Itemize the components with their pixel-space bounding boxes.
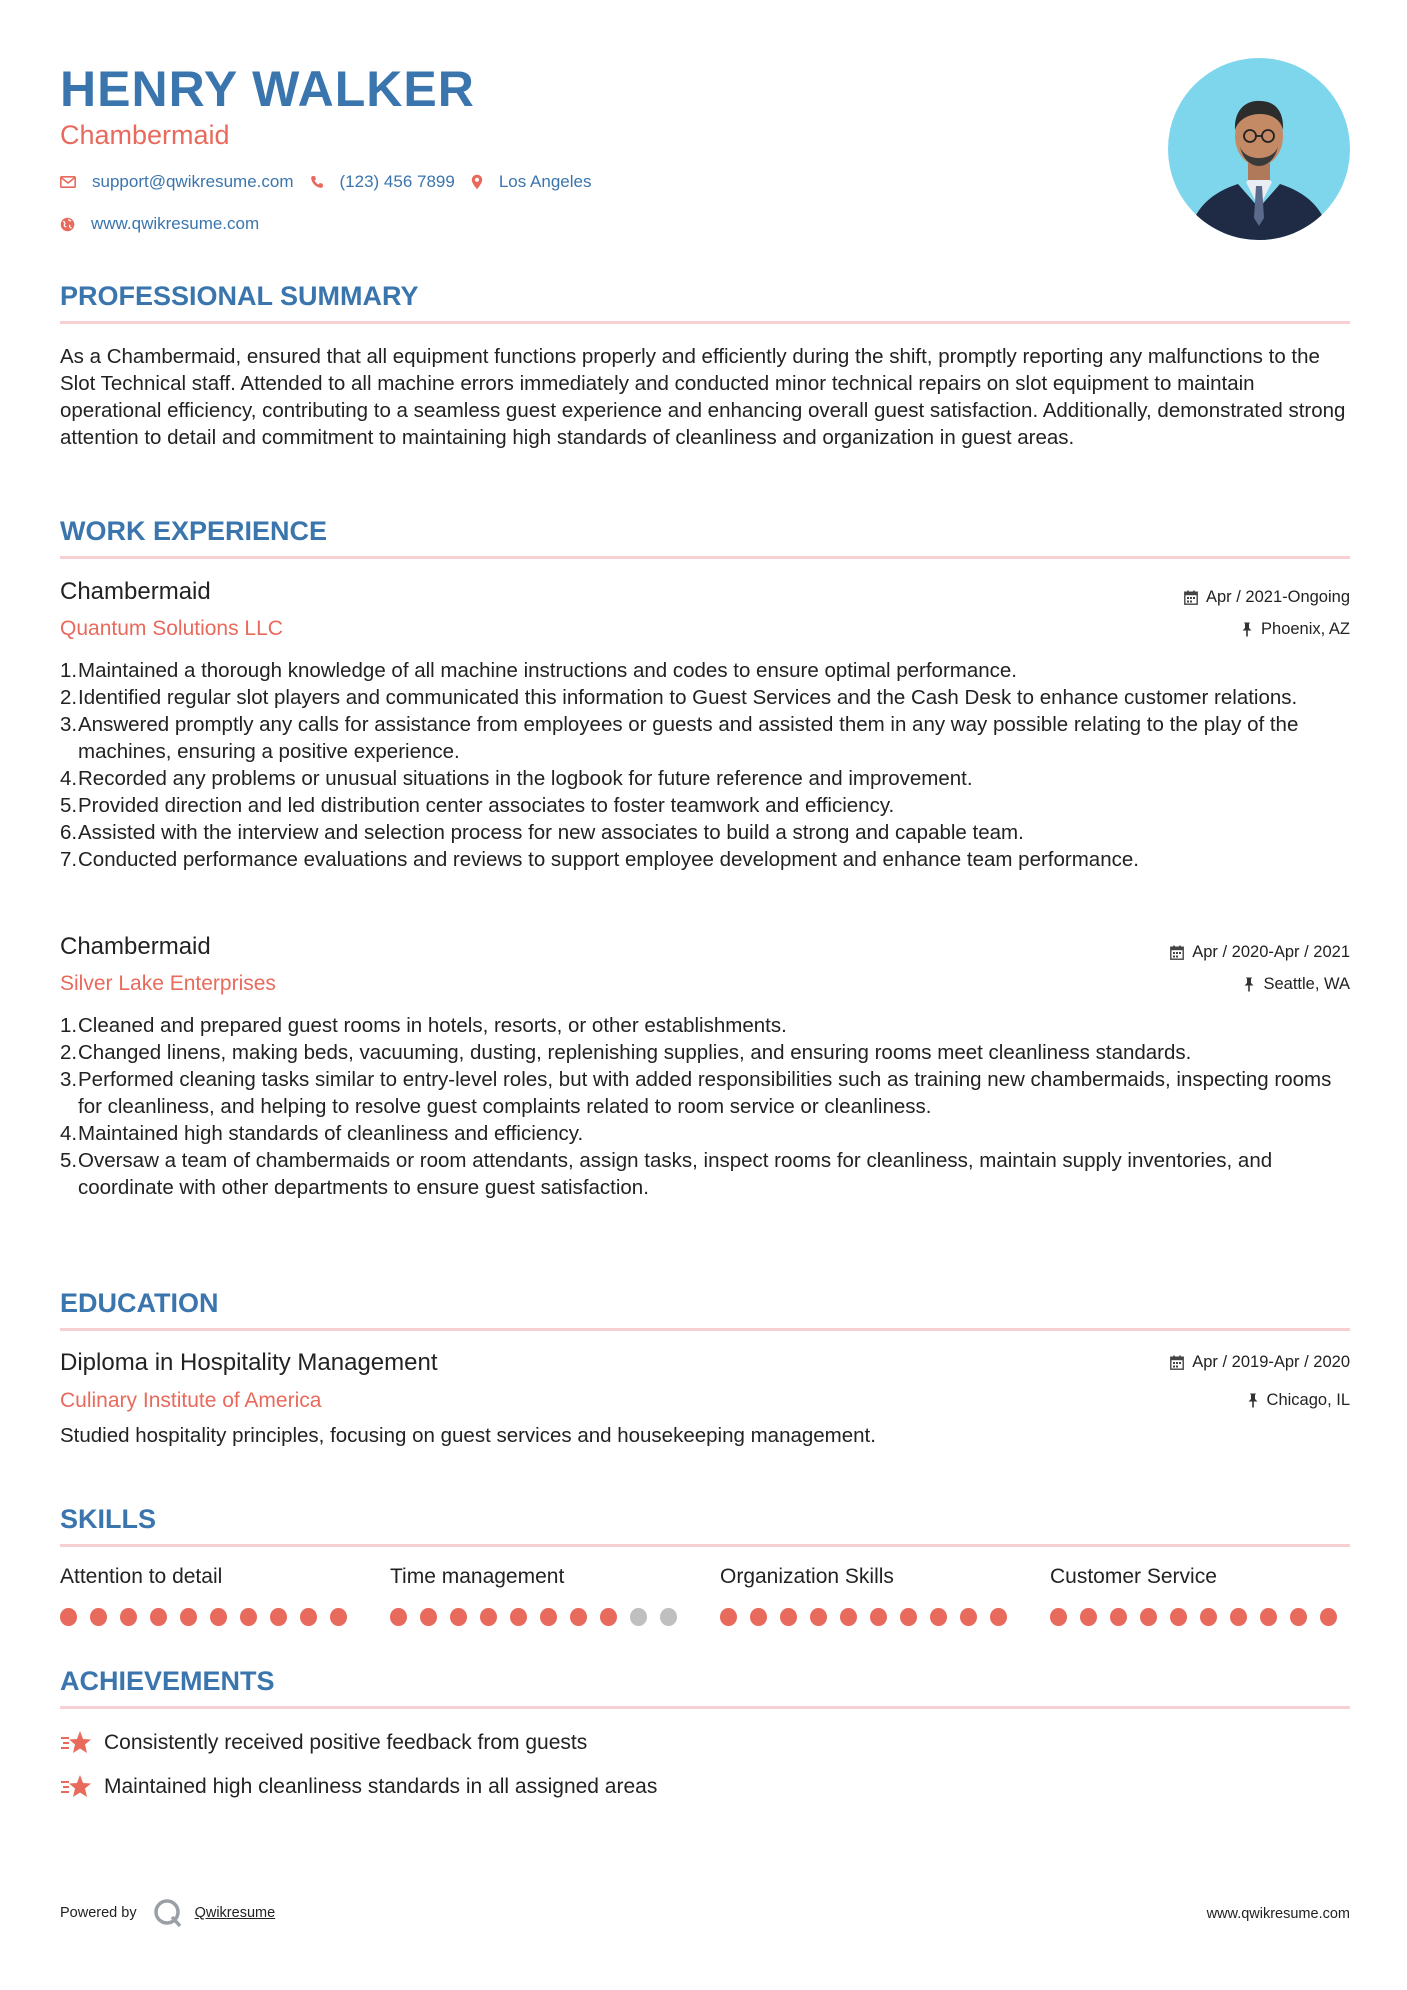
- globe-icon: [60, 217, 75, 232]
- phone-text: (123) 456 7899: [339, 172, 455, 191]
- contact-row: [60, 172, 607, 192]
- section-divider: [60, 1328, 1350, 1331]
- brand-link[interactable]: Qwikresume: [194, 1905, 276, 1921]
- rating-dot-filled: [540, 1608, 557, 1626]
- skill-rating: [60, 1608, 360, 1626]
- rating-dot-filled: [330, 1608, 347, 1626]
- job-company: Quantum Solutions LLC: [60, 617, 283, 640]
- education-dates: [1170, 1353, 1350, 1372]
- rating-dot-filled: [420, 1608, 437, 1626]
- job-title: Chambermaid: [60, 578, 211, 605]
- skills-heading: SKILLS: [60, 1504, 157, 1534]
- list-item: 5. Provided direction and led distribution center associates to foster teamwork and efficiency.: [60, 794, 895, 817]
- section-divider: [60, 1544, 1350, 1547]
- rating-dot-filled: [480, 1608, 497, 1626]
- candidate-name: HENRY WALKER: [60, 61, 475, 117]
- section-divider: [60, 556, 1350, 559]
- rating-dot-filled: [1320, 1608, 1337, 1626]
- skill-item: [390, 1565, 690, 1626]
- rating-dot-filled: [390, 1608, 407, 1626]
- section-divider: [60, 321, 1350, 324]
- list-item: 2. Changed linens, making beds, vacuuming, dusting, replenishing supplies, and ensuring rooms meet cleanliness standards.: [60, 1041, 1192, 1064]
- job-title: Chambermaid: [60, 933, 211, 960]
- rating-dot-filled: [120, 1608, 137, 1626]
- education-heading: EDUCATION: [60, 1288, 219, 1318]
- calendar-icon: [1170, 1355, 1184, 1370]
- phone-icon: [310, 175, 324, 189]
- rating-dot-filled: [180, 1608, 197, 1626]
- list-item: 4. Recorded any problems or unusual situations in the logbook for future reference and improvement.: [60, 767, 973, 790]
- job-bullets: [60, 1012, 1350, 1201]
- list-item: 3. Answered promptly any calls for assistance from employees or guests and assisted them in any way possible relating to the play of the machines, ensuring a positive experience.: [60, 713, 1299, 763]
- rating-dot-filled: [1230, 1608, 1247, 1626]
- skill-name: Time management: [390, 1565, 565, 1588]
- summary-text: As a Chambermaid, ensured that all equipment functions properly and efficiently during the shift, promptly reporting any malfunctions to the Slot Technical staff. Attended to all machine errors immediately and conducted minor technical repairs on slot equipment to maintain operational efficiency, contributing to a seamless guest experience and enhancing overall guest satisfaction. Additionally, demonstrated strong attention to detail and commitment to maintaining high standards of cleanliness and organization in guest areas.: [60, 345, 1346, 449]
- job-company: Silver Lake Enterprises: [60, 972, 276, 995]
- education-location-text: Chicago, IL: [1266, 1391, 1350, 1409]
- rating-dot-filled: [930, 1608, 947, 1626]
- list-item: 5. Oversaw a team of chambermaids or room attendants, assign tasks, inspect rooms for cleanliness, maintain supply inventories, and coordinate with other departments to ensure guest satisfaction.: [60, 1149, 1273, 1199]
- rating-dot-filled: [600, 1608, 617, 1626]
- rating-dot-filled: [1110, 1608, 1127, 1626]
- rating-dot-filled: [1200, 1608, 1217, 1626]
- rating-dot-filled: [1290, 1608, 1307, 1626]
- footer-powered-by: [60, 1898, 275, 1928]
- rating-dot-filled: [60, 1608, 77, 1626]
- job-bullets: [60, 657, 1350, 873]
- rating-dot-filled: [510, 1608, 527, 1626]
- contact-website[interactable]: [60, 214, 259, 234]
- contact-location: [471, 172, 592, 192]
- education-degree: Diploma in Hospitality Management: [60, 1349, 438, 1376]
- contact-row-web: [60, 214, 275, 234]
- rating-dot-filled: [1050, 1608, 1067, 1626]
- pin-icon: [1243, 977, 1255, 992]
- job-location: [1241, 620, 1350, 639]
- rating-dot-filled: [1260, 1608, 1277, 1626]
- skill-name: Organization Skills: [720, 1565, 894, 1588]
- job-location-text: Phoenix, AZ: [1261, 620, 1350, 638]
- candidate-role: Chambermaid: [60, 120, 230, 150]
- education-description: Studied hospitality principles, focusing on guest services and housekeeping management.: [60, 1424, 876, 1447]
- rating-dot-empty: [660, 1608, 677, 1626]
- list-item: 7. Conducted performance evaluations and reviews to support employee development and enhance team performance.: [60, 848, 1139, 871]
- skill-rating: [390, 1608, 690, 1626]
- website-text: www.qwikresume.com: [91, 214, 260, 233]
- profile-photo: [1168, 58, 1350, 240]
- achievements-heading: ACHIEVEMENTS: [60, 1666, 275, 1696]
- experience-heading: WORK EXPERIENCE: [60, 516, 328, 546]
- email-text: support@qwikresume.com: [92, 172, 294, 191]
- rating-dot-filled: [570, 1608, 587, 1626]
- rating-dot-filled: [150, 1608, 167, 1626]
- section-divider: [60, 1706, 1350, 1709]
- rating-dot-filled: [1080, 1608, 1097, 1626]
- rating-dot-filled: [1140, 1608, 1157, 1626]
- job-dates-text: Apr / 2021-Ongoing: [1205, 588, 1350, 606]
- summary-heading: PROFESSIONAL SUMMARY: [60, 281, 419, 311]
- list-item: 3. Performed cleaning tasks similar to entry-level roles, but with added responsibilities such as training new chambermaids, inspecting rooms for cleanliness, and helping to resolve guest complaints related to room service or cleanliness.: [60, 1068, 1332, 1118]
- job-dates: [1170, 943, 1350, 962]
- skill-name: Customer Service: [1050, 1565, 1217, 1588]
- rating-dot-filled: [270, 1608, 287, 1626]
- pin-icon: [1241, 622, 1253, 637]
- contact-email[interactable]: [60, 172, 294, 192]
- map-pin-icon: [471, 174, 483, 190]
- skill-name: Attention to detail: [60, 1565, 223, 1588]
- job-location: [1243, 975, 1350, 994]
- achievement-item: [60, 1773, 657, 1801]
- rating-dot-filled: [90, 1608, 107, 1626]
- skill-item: [720, 1565, 1020, 1626]
- education-location: [1247, 1391, 1350, 1410]
- rating-dot-filled: [1170, 1608, 1187, 1626]
- job-dates-text: Apr / 2020-Apr / 2021: [1192, 943, 1350, 961]
- education-school: Culinary Institute of America: [60, 1389, 322, 1412]
- list-item: 2. Identified regular slot players and communicated this information to Guest Services and the Cash Desk to enhance customer relations.: [60, 686, 1298, 709]
- rating-dot-filled: [870, 1608, 887, 1626]
- pin-icon: [1247, 1393, 1259, 1408]
- rating-dot-filled: [720, 1608, 737, 1626]
- star-icon: [60, 1773, 92, 1801]
- list-item: 1. Maintained a thorough knowledge of all machine instructions and codes to ensure optimal performance.: [60, 659, 1017, 682]
- skill-rating: [1050, 1608, 1350, 1626]
- rating-dot-filled: [750, 1608, 767, 1626]
- footer-url[interactable]: www.qwikresume.com: [1206, 1906, 1350, 1922]
- powered-by-label: Powered by: [60, 1905, 137, 1921]
- resume-page: [60, 0, 1350, 1990]
- achievement-item: [60, 1729, 587, 1757]
- contact-phone[interactable]: [310, 172, 455, 192]
- rating-dot-filled: [450, 1608, 467, 1626]
- calendar-icon: [1170, 945, 1184, 960]
- rating-dot-filled: [240, 1608, 257, 1626]
- achievement-text: Maintained high cleanliness standards in all assigned areas: [104, 1775, 658, 1798]
- skill-rating: [720, 1608, 1020, 1626]
- list-item: 4. Maintained high standards of cleanliness and efficiency.: [60, 1122, 584, 1145]
- rating-dot-filled: [900, 1608, 917, 1626]
- list-item: 1. Cleaned and prepared guest rooms in hotels, resorts, or other establishments.: [60, 1014, 787, 1037]
- achievement-text: Consistently received positive feedback from guests: [104, 1731, 588, 1754]
- rating-dot-filled: [300, 1608, 317, 1626]
- rating-dot-filled: [210, 1608, 227, 1626]
- job-dates: [1184, 588, 1350, 607]
- location-text: Los Angeles: [498, 172, 592, 191]
- envelope-icon: [60, 176, 76, 188]
- skill-item: [1050, 1565, 1350, 1626]
- job-location-text: Seattle, WA: [1263, 975, 1350, 993]
- rating-dot-filled: [960, 1608, 977, 1626]
- list-item: 6. Assisted with the interview and selection process for new associates to build a strong and capable team.: [60, 821, 1024, 844]
- star-icon: [60, 1729, 92, 1757]
- education-dates-text: Apr / 2019-Apr / 2020: [1192, 1353, 1350, 1371]
- skill-item: [60, 1565, 360, 1626]
- rating-dot-filled: [990, 1608, 1007, 1626]
- rating-dot-filled: [810, 1608, 827, 1626]
- rating-dot-filled: [780, 1608, 797, 1626]
- rating-dot-filled: [840, 1608, 857, 1626]
- rating-dot-empty: [630, 1608, 647, 1626]
- qwikresume-logo-icon: [153, 1898, 183, 1928]
- calendar-icon: [1184, 590, 1198, 605]
